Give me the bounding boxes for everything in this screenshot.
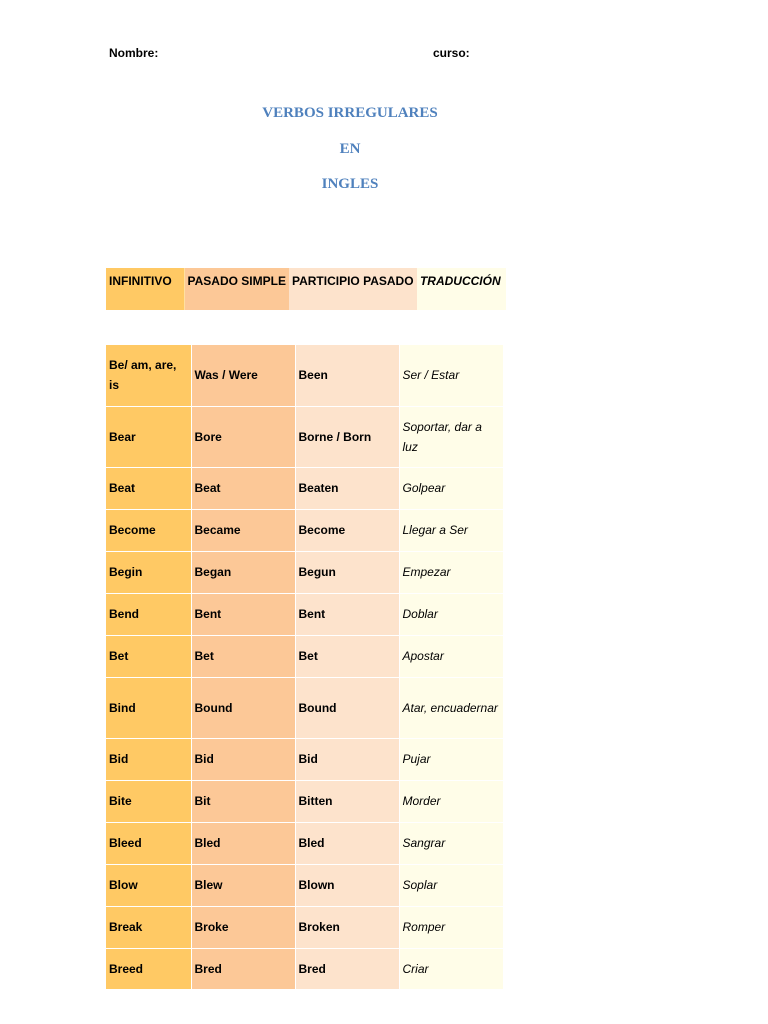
cell-participio-pasado: Bound bbox=[295, 677, 399, 738]
cell-pasado-simple: Bet bbox=[191, 635, 295, 677]
verb-table bbox=[106, 345, 503, 990]
table-row bbox=[106, 780, 503, 822]
cell-pasado-simple: Became bbox=[191, 509, 295, 551]
table-row bbox=[106, 593, 503, 635]
nombre-label: Nombre: bbox=[109, 46, 159, 60]
cell-pasado-simple: Beat bbox=[191, 467, 295, 509]
cell-participio-pasado: Become bbox=[295, 509, 399, 551]
verb-table-body bbox=[106, 345, 503, 989]
curso-label: curso: bbox=[433, 46, 470, 60]
header-pasado-simple: PASADO SIMPLE bbox=[184, 268, 289, 310]
table-row bbox=[106, 345, 503, 406]
cell-traduccion: Ser / Estar bbox=[399, 345, 503, 406]
cell-pasado-simple: Bred bbox=[191, 948, 295, 989]
cell-participio-pasado: Borne / Born bbox=[295, 406, 399, 467]
cell-pasado-simple: Broke bbox=[191, 906, 295, 948]
cell-participio-pasado: Been bbox=[295, 345, 399, 406]
cell-traduccion: Criar bbox=[399, 948, 503, 989]
cell-pasado-simple: Bled bbox=[191, 822, 295, 864]
cell-infinitivo: Bend bbox=[106, 593, 191, 635]
cell-pasado-simple: Bent bbox=[191, 593, 295, 635]
cell-traduccion: Atar, encuadernar bbox=[399, 677, 503, 738]
table-row bbox=[106, 406, 503, 467]
cell-participio-pasado: Bled bbox=[295, 822, 399, 864]
cell-infinitivo: Beat bbox=[106, 467, 191, 509]
cell-traduccion: Soportar, dar a luz bbox=[399, 406, 503, 467]
cell-traduccion: Doblar bbox=[399, 593, 503, 635]
table-row bbox=[106, 906, 503, 948]
column-header-table bbox=[106, 268, 506, 310]
cell-traduccion: Pujar bbox=[399, 738, 503, 780]
cell-participio-pasado: Begun bbox=[295, 551, 399, 593]
header-participio-pasado: PARTICIPIO PASADO bbox=[289, 268, 417, 310]
cell-traduccion: Sangrar bbox=[399, 822, 503, 864]
cell-participio-pasado: Broken bbox=[295, 906, 399, 948]
cell-traduccion: Golpear bbox=[399, 467, 503, 509]
cell-infinitivo: Become bbox=[106, 509, 191, 551]
cell-infinitivo: Bear bbox=[106, 406, 191, 467]
cell-participio-pasado: Bet bbox=[295, 635, 399, 677]
header-traduccion: TRADUCCIÓN bbox=[417, 268, 506, 310]
cell-infinitivo: Bleed bbox=[106, 822, 191, 864]
cell-participio-pasado: Bred bbox=[295, 948, 399, 989]
header-infinitivo: INFINITIVO bbox=[106, 268, 184, 310]
cell-traduccion: Empezar bbox=[399, 551, 503, 593]
title-line-3: INGLES bbox=[321, 176, 379, 192]
cell-pasado-simple: Bore bbox=[191, 406, 295, 467]
cell-infinitivo: Blow bbox=[106, 864, 191, 906]
cell-traduccion: Apostar bbox=[399, 635, 503, 677]
title-line-1: VERBOS IRREGULARES bbox=[262, 105, 438, 121]
cell-infinitivo: Break bbox=[106, 906, 191, 948]
table-row bbox=[106, 738, 503, 780]
cell-infinitivo: Be/ am, are, is bbox=[106, 345, 191, 406]
table-row bbox=[106, 864, 503, 906]
cell-participio-pasado: Beaten bbox=[295, 467, 399, 509]
cell-traduccion: Soplar bbox=[399, 864, 503, 906]
cell-pasado-simple: Bid bbox=[191, 738, 295, 780]
cell-pasado-simple: Began bbox=[191, 551, 295, 593]
cell-pasado-simple: Bit bbox=[191, 780, 295, 822]
title-line-2: EN bbox=[339, 141, 361, 157]
table-row bbox=[106, 677, 503, 738]
cell-pasado-simple: Bound bbox=[191, 677, 295, 738]
cell-infinitivo: Bind bbox=[106, 677, 191, 738]
cell-infinitivo: Bid bbox=[106, 738, 191, 780]
cell-traduccion: Romper bbox=[399, 906, 503, 948]
cell-participio-pasado: Bitten bbox=[295, 780, 399, 822]
table-row bbox=[106, 822, 503, 864]
table-row bbox=[106, 467, 503, 509]
cell-participio-pasado: Bid bbox=[295, 738, 399, 780]
table-row bbox=[106, 509, 503, 551]
cell-traduccion: Llegar a Ser bbox=[399, 509, 503, 551]
cell-participio-pasado: Blown bbox=[295, 864, 399, 906]
table-row bbox=[106, 948, 503, 989]
cell-participio-pasado: Bent bbox=[295, 593, 399, 635]
table-row bbox=[106, 551, 503, 593]
cell-infinitivo: Breed bbox=[106, 948, 191, 989]
column-header-row bbox=[106, 268, 506, 310]
cell-infinitivo: Bet bbox=[106, 635, 191, 677]
cell-pasado-simple: Was / Were bbox=[191, 345, 295, 406]
cell-traduccion: Morder bbox=[399, 780, 503, 822]
cell-infinitivo: Begin bbox=[106, 551, 191, 593]
cell-pasado-simple: Blew bbox=[191, 864, 295, 906]
table-row bbox=[106, 635, 503, 677]
cell-infinitivo: Bite bbox=[106, 780, 191, 822]
